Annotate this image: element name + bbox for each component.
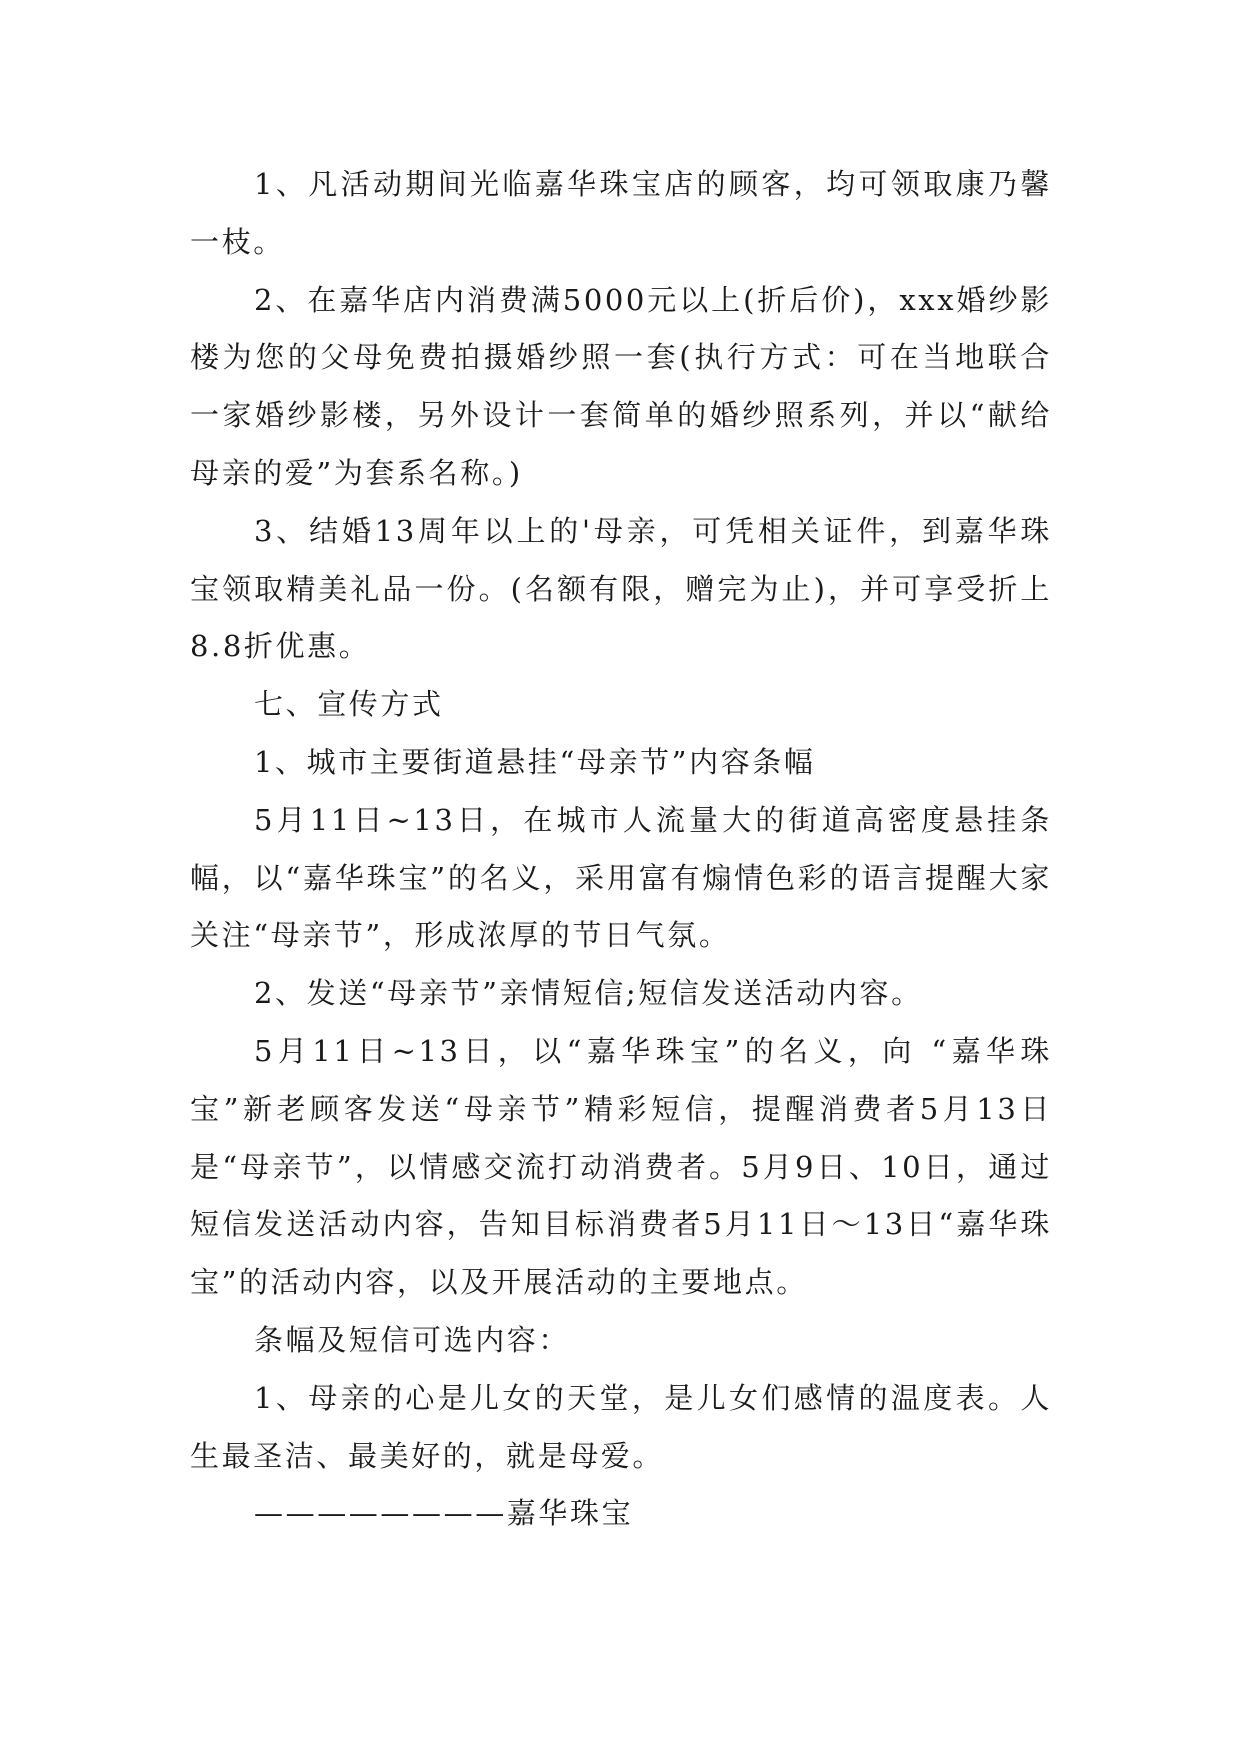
paragraph-signature: ————————嘉华珠宝 — [254, 1496, 634, 1531]
document-body — [190, 156, 1052, 1543]
paragraph-promo-2-body: 5月11日~13日，以“嘉华珠宝”的名义，向 “嘉华珠宝”新老顾客发送“母亲节”精彩短信，提醒消费者5月13日是“母亲节”，以情感交流打动消费者。5月9日、10日，通过短信发送活动内容，告知目标消费者5月11日～13日“嘉华珠宝”的活动内容，以及开展活动的主要地点。 — [190, 1033, 1052, 1300]
section-heading-promotion: 七、宣传方式 — [254, 687, 444, 722]
paragraph-optional-content-heading: 条幅及短信可选内容： — [254, 1322, 571, 1357]
paragraph-promo-2-title: 2、发送“母亲节”亲情短信;短信发送活动内容。 — [254, 976, 923, 1011]
paragraph-slogan-1: 1、母亲的心是儿女的天堂，是儿女们感情的温度表。人生最圣洁、最美好的，就是母爱。 — [190, 1380, 1052, 1473]
paragraph-activity-2: 2、在嘉华店内消费满5000元以上(折后价)，xxx婚纱影楼为您的父母免费拍摄婚纱照一套(执行方式：可在当地联合一家婚纱影楼，另外设计一套简单的婚纱照系列，并以“献给母亲的爱”为套系名称。) — [190, 282, 1052, 490]
paragraph-activity-1: 1、凡活动期间光临嘉华珠宝店的顾客，均可领取康乃馨一枝。 — [190, 167, 1052, 259]
paragraph-promo-1-title: 1、城市主要街道悬挂“母亲节”内容条幅 — [254, 744, 816, 779]
paragraph-promo-1-body: 5月11日~13日，在城市人流量大的街道高密度悬挂条幅，以“嘉华珠宝”的名义，采用富有煽情色彩的语言提醒大家关注“母亲节”，形成浓厚的节日气氛。 — [190, 802, 1052, 953]
paragraph-activity-3: 3、结婚13周年以上的'母亲，可凭相关证件，到嘉华珠宝领取精美礼品一份。(名额有限，赠完为止)，并可享受折上8.8折优惠。 — [190, 513, 1052, 664]
